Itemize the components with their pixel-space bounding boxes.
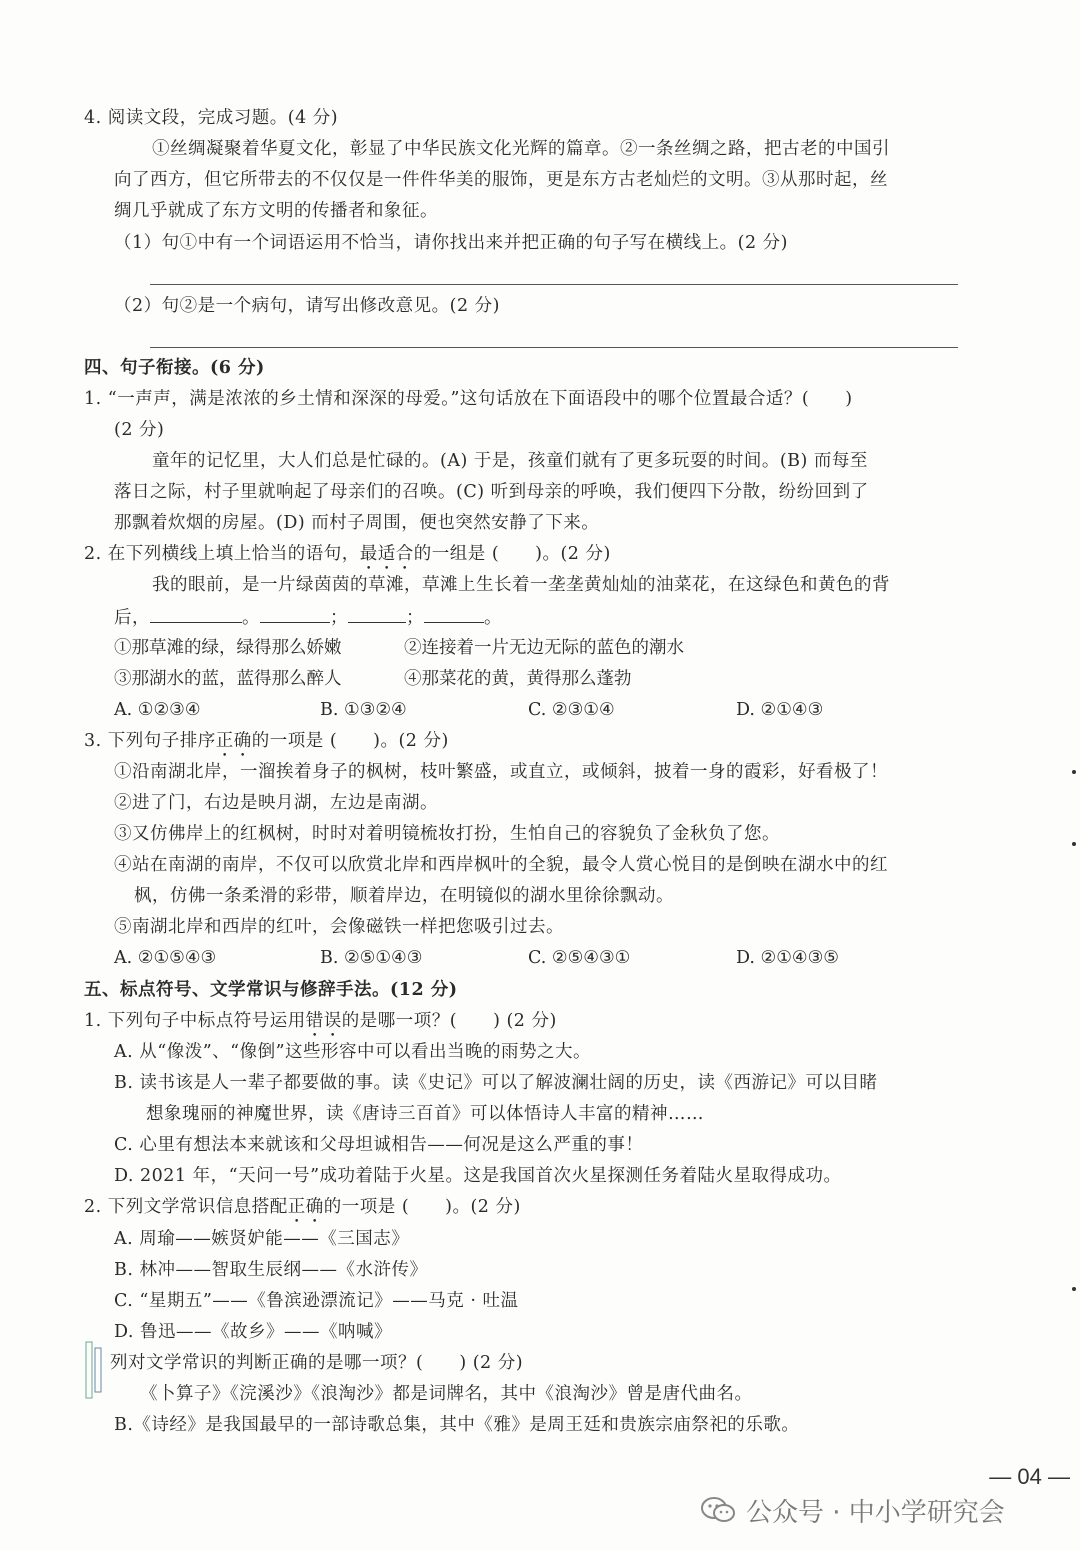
s4-q2-item-1: ①那草滩的绿，绿得那么娇嫩 bbox=[114, 638, 342, 658]
q4-title: 4. 阅读文段，完成习题。(4 分) bbox=[84, 108, 339, 128]
s4-q3-sentence-3: ③又仿佛岸上的红枫树，时时对着明镜梳妆打扮，生怕自己的容貌负了金秋负了您。 bbox=[114, 824, 780, 844]
s4-q3-sentence-2: ②进了门，右边是映月湖，左边是南湖。 bbox=[114, 793, 438, 813]
s4-q2-stem-post: 的一组是 ( )。(2 分) bbox=[413, 544, 611, 564]
wechat-icon bbox=[700, 1495, 736, 1525]
s5-q2-option-d[interactable]: D. 鲁迅——《故乡》——《呐喊》 bbox=[114, 1322, 393, 1342]
page-number: — 04 — bbox=[989, 1464, 1070, 1489]
s4-q3-stem-pre: 3. 下列句子排序 bbox=[84, 731, 216, 751]
s4-q2-stem-pre: 2. 在下列横线上填上恰当的语句， bbox=[84, 544, 360, 564]
answer-line-1[interactable] bbox=[150, 284, 958, 285]
s4-q1-passage-1: 童年的记忆里，大人们总是忙碌的。(A) 于是，孩童们就有了更多玩耍的时间。(B) 而每至 bbox=[152, 451, 868, 471]
margin-mark bbox=[1072, 1287, 1076, 1291]
s4-q2-stem bbox=[84, 542, 611, 574]
s5-q1-option-b-line-1[interactable]: B. 读书该是人一辈子都要做的事。读《史记》可以了解波澜壮阔的历史，读《西游记》可以目睹 bbox=[114, 1073, 878, 1093]
q4-passage-line-1: ①丝绸凝聚着华夏文化，彰显了中华民族文化光辉的篇章。②一条丝绸之路，把古老的中国引 bbox=[152, 139, 890, 159]
punct: ； bbox=[406, 608, 424, 628]
fill-blank-3[interactable] bbox=[348, 604, 406, 623]
s5-q1-stem bbox=[84, 1009, 557, 1041]
s5-q1-option-d[interactable]: D. 2021 年，“天问一号”成功着陆于火星。这是我国首次火星探测任务着陆火星取得成功。 bbox=[114, 1166, 842, 1186]
s4-q3-option-b[interactable]: B. ②⑤①④③ bbox=[320, 948, 423, 968]
s4-q3-option-d[interactable]: D. ②①④③⑤ bbox=[736, 948, 839, 968]
s4-q2-passage-2 bbox=[114, 604, 502, 630]
s5-q1-stem-pre: 1. 下列句子中标点符号运用 bbox=[84, 1011, 306, 1031]
s4-q3-option-a[interactable]: A. ②①⑤④③ bbox=[114, 948, 217, 968]
fill-blank-4[interactable] bbox=[424, 604, 484, 623]
s4-q2-emphasis: 最适合 bbox=[359, 544, 414, 564]
q4-passage-line-2: 向了西方，但它所带去的不仅仅是一件件华美的服饰，更是东方古老灿烂的文明。③从那时起，丝 bbox=[114, 170, 888, 190]
punct: ； bbox=[330, 608, 348, 628]
s4-q2-item-4: ④那菜花的黄，黄得那么蓬勃 bbox=[404, 669, 632, 689]
s4-q3-stem-post: 的一项是 ( )。(2 分) bbox=[251, 731, 449, 751]
s5-q2-stem-post: 的一项是 ( )。(2 分) bbox=[323, 1197, 521, 1217]
s5-q2-option-c[interactable]: C. “星期五”——《鲁滨逊漂流记》——马克 · 吐温 bbox=[114, 1291, 519, 1311]
s4-q2-option-b[interactable]: B. ①③②④ bbox=[320, 700, 407, 720]
s5-q1-option-c[interactable]: C. 心里有想法本来就该和父母坦诚相告——何况是这么严重的事！ bbox=[114, 1135, 644, 1155]
wechat-watermark bbox=[700, 1490, 1060, 1530]
watermark-text: 公众号 · 中小学研究会 bbox=[746, 1497, 1005, 1528]
margin-mark bbox=[1072, 770, 1076, 774]
answer-line-2[interactable] bbox=[150, 347, 958, 348]
s4-q3-emphasis: 正确 bbox=[215, 731, 252, 751]
s4-q3-sentence-4b: 枫，仿佛一条柔滑的彩带，顺着岸边，在明镜似的湖水里徐徐飘动。 bbox=[134, 886, 674, 906]
s4-q2-item-3: ③那湖水的蓝，蓝得那么醉人 bbox=[114, 669, 342, 689]
s4-q1-line-1: 1. “一声声，满是浓浓的乡土情和深深的母爱。”这句话放在下面语段中的哪个位置最合适？( ) bbox=[84, 389, 853, 409]
s5-q1-option-a[interactable]: A. 从“像泼”、“像倒”这些形容中可以看出当晚的雨势之大。 bbox=[114, 1042, 592, 1062]
s4-q3-stem bbox=[84, 729, 449, 761]
s4-q1-passage-3: 那飘着炊烟的房屋。(D) 而村子周围，便也突然安静了下来。 bbox=[114, 513, 600, 533]
punct: 。 bbox=[242, 608, 260, 628]
s4-q2-prefix: 后， bbox=[114, 608, 150, 628]
binding-stamp-icon bbox=[84, 1340, 104, 1400]
s5-q2-option-b[interactable]: B. 林冲——智取生辰纲——《水浒传》 bbox=[114, 1260, 428, 1280]
s4-q2-option-a[interactable]: A. ①②③④ bbox=[114, 700, 201, 720]
fill-blank-1[interactable] bbox=[150, 604, 242, 623]
section-4-title: 四、句子衔接。(6 分) bbox=[84, 358, 265, 378]
margin-mark bbox=[1072, 842, 1076, 846]
q4-subquestion-2: （2）句②是一个病句，请写出修改意见。(2 分) bbox=[114, 296, 500, 316]
s4-q2-option-d[interactable]: D. ②①④③ bbox=[736, 700, 824, 720]
s5-q3-option-a[interactable]: 《卜算子》《浣溪沙》《浪淘沙》都是词牌名，其中《浪淘沙》曾是唐代曲名。 bbox=[140, 1384, 753, 1404]
s4-q3-sentence-5: ⑤南湖北岸和西岸的红叶，会像磁铁一样把您吸引过去。 bbox=[114, 917, 564, 937]
punct: 。 bbox=[484, 608, 502, 628]
s5-q1-stem-post: 的是哪一项？( ) (2 分) bbox=[341, 1011, 557, 1031]
s4-q2-item-2: ②连接着一片无边无际的蓝色的潮水 bbox=[404, 638, 684, 658]
s4-q3-option-c[interactable]: C. ②⑤④③① bbox=[528, 948, 631, 968]
q4-passage-line-3: 绸几乎就成了东方文明的传播者和象征。 bbox=[114, 201, 438, 221]
s5-q3-option-b[interactable]: B.《诗经》是我国最早的一部诗歌总集，其中《雅》是周王廷和贵族宗庙祭祀的乐歌。 bbox=[114, 1415, 800, 1435]
s4-q3-sentence-4a: ④站在南湖的南岸，不仅可以欣赏北岸和西岸枫叶的全貌，最令人赏心悦目的是倒映在湖水中的红 bbox=[114, 855, 888, 875]
s4-q1-passage-2: 落日之际，村子里就响起了母亲们的召唤。(C) 听到母亲的呼唤，我们便四下分散，纷纷回到了 bbox=[114, 482, 869, 502]
s4-q2-option-c[interactable]: C. ②③①④ bbox=[528, 700, 615, 720]
q4-subquestion-1: （1）句①中有一个词语运用不恰当，请你找出来并把正确的句子写在横线上。(2 分) bbox=[114, 233, 788, 253]
s5-q3-stem: 列对文学常识的判断正确的是哪一项？( ) (2 分) bbox=[110, 1353, 524, 1373]
s4-q1-line-2: (2 分) bbox=[114, 420, 165, 440]
section-5-title: 五、标点符号、文学常识与修辞手法。(12 分) bbox=[84, 980, 458, 1000]
s5-q1-option-b-line-2: 想象瑰丽的神魔世界，读《唐诗三百首》可以体悟诗人丰富的精神…… bbox=[146, 1104, 704, 1124]
s5-q2-option-a[interactable]: A. 周瑜——嫉贤妒能——《三国志》 bbox=[114, 1229, 410, 1249]
s4-q3-sentence-1: ①沿南湖北岸，一溜挨着身子的枫树，枝叶繁盛，或直立，或倾斜，披着一身的霞彩，好看极了！ bbox=[114, 762, 888, 782]
s5-q1-emphasis: 错误 bbox=[305, 1011, 342, 1031]
s5-q2-stem bbox=[84, 1195, 521, 1227]
s5-q2-stem-pre: 2. 下列文学常识信息搭配 bbox=[84, 1197, 288, 1217]
s4-q2-passage-1: 我的眼前，是一片绿茵茵的草滩，草滩上生长着一垄垄黄灿灿的油菜花，在这绿色和黄色的背 bbox=[152, 575, 890, 595]
fill-blank-2[interactable] bbox=[260, 604, 330, 623]
s5-q2-emphasis: 正确 bbox=[287, 1197, 324, 1217]
